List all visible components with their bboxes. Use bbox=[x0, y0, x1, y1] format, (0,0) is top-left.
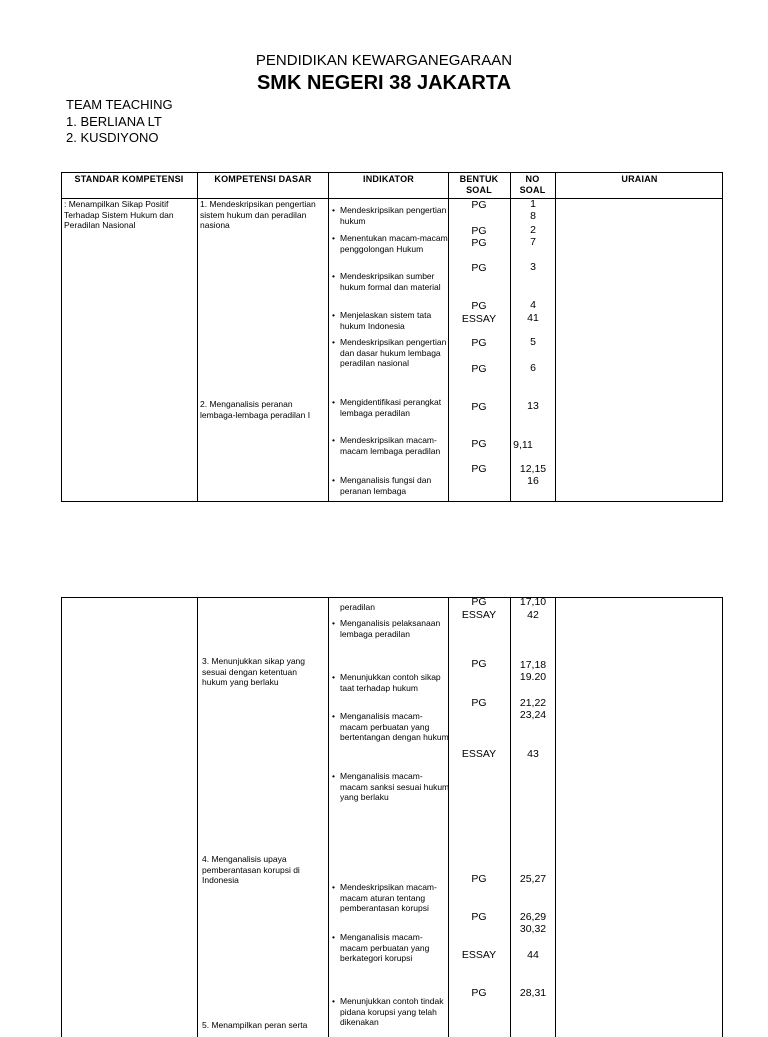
nomor-soal: 44 bbox=[527, 949, 539, 961]
header-standar-kompetensi: STANDAR KOMPETENSI bbox=[74, 174, 184, 184]
kompetensi-dasar-item: 3. Menunjukkan sikap yang sesuai dengan ketentuan hukum yang berlaku bbox=[202, 656, 306, 687]
kompetensi-dasar-item: 4. Menganalisis upaya pemberantasan korupsi di Indonesia bbox=[202, 854, 300, 885]
bentuk-soal: PG bbox=[471, 438, 487, 450]
header-indikator: INDIKATOR bbox=[363, 174, 414, 184]
indikator-item: • Mendeskripsikan sumber hukum formal dan material bbox=[332, 271, 441, 292]
indikator-item: • Menganalisis macam-macam perbuatan yang bertentangan dengan hukum bbox=[332, 711, 449, 742]
indikator-item: • Menganalisis macam-macam perbuatan yang berkategori korupsi bbox=[332, 932, 430, 963]
nomor-soal: 30,32 bbox=[519, 923, 547, 935]
indikator-item: • Mendeskripsikan pengertian hukum bbox=[332, 205, 447, 226]
team-member: 1. BERLIANA LT bbox=[66, 113, 162, 129]
competency-table-2 bbox=[61, 597, 723, 1037]
bentuk-soal: PG bbox=[471, 363, 487, 375]
nomor-soal: 2 bbox=[530, 224, 536, 236]
standar-kompetensi-text: : Menampilkan Sikap Positif Terhadap Sistem Hukum dan Peradilan Nasional bbox=[64, 199, 174, 230]
nomor-soal: 1 bbox=[530, 198, 536, 210]
indikator-item: • Mendeskripsikan macam-macam lembaga peradilan bbox=[332, 435, 441, 456]
nomor-soal: 25,27 bbox=[519, 873, 547, 885]
bentuk-soal: ESSAY bbox=[461, 313, 497, 325]
bentuk-soal: PG bbox=[471, 225, 487, 237]
nomor-soal: 6 bbox=[530, 362, 536, 374]
indikator-item: • Menunjukkan contoh sikap taat terhadap hukum bbox=[332, 672, 441, 693]
indikator-item: • Menunjukkan contoh tindak pidana korupsi yang telah dikenakan bbox=[332, 996, 444, 1027]
header-kompetensi-dasar: KOMPETENSI DASAR bbox=[214, 174, 312, 184]
team-title: TEAM TEACHING bbox=[66, 97, 173, 112]
nomor-soal: 17,10 bbox=[519, 596, 547, 608]
column-divider bbox=[328, 598, 329, 1037]
nomor-soal: 8 bbox=[530, 210, 536, 222]
column-divider bbox=[197, 598, 198, 1037]
subject-title: PENDIDIKAN KEWARGANEGARAAN bbox=[255, 52, 513, 69]
kompetensi-dasar-item: 1. Mendeskripsikan pengertian sistem hukum dan peradilan nasiona bbox=[200, 199, 316, 230]
school-title: SMK NEGERI 38 JAKARTA bbox=[256, 72, 512, 94]
indikator-item: • Menentukan macam-macam penggolongan Hukum bbox=[332, 233, 448, 254]
bentuk-soal: PG bbox=[471, 463, 487, 475]
nomor-soal: 9,11 bbox=[513, 439, 533, 451]
indikator-item: • Mendeskripsikan pengertian dan dasar hukum lembaga peradilan nasional bbox=[332, 337, 447, 368]
indikator-item: • Menganalisis pelaksanaan lembaga peradilan bbox=[332, 618, 441, 639]
nomor-soal: 4 bbox=[530, 299, 536, 311]
team-member: 2. KUSDIYONO bbox=[66, 130, 159, 145]
kompetensi-dasar-item: 5. Menampilkan peran serta bbox=[202, 1020, 308, 1030]
nomor-soal: 19.20 bbox=[519, 671, 547, 683]
bentuk-soal: PG bbox=[471, 262, 487, 274]
bentuk-soal: PG bbox=[471, 199, 487, 211]
nomor-soal: 28,31 bbox=[519, 987, 547, 999]
bentuk-soal: PG bbox=[471, 987, 487, 999]
bentuk-soal: PG bbox=[471, 401, 487, 413]
competency-table-1 bbox=[61, 172, 723, 502]
bentuk-soal: ESSAY bbox=[461, 609, 497, 621]
bentuk-soal: PG bbox=[471, 596, 487, 608]
nomor-soal: 3 bbox=[530, 261, 536, 273]
nomor-soal: 21,22 bbox=[519, 697, 547, 709]
nomor-soal: 17,18 bbox=[519, 659, 547, 671]
nomor-soal: 42 bbox=[527, 609, 539, 621]
bentuk-soal: PG bbox=[471, 300, 487, 312]
indikator-item: • Menjelaskan sistem tata hukum Indonesia bbox=[332, 310, 432, 331]
bentuk-soal: ESSAY bbox=[461, 748, 497, 760]
nomor-soal: 13 bbox=[527, 400, 539, 412]
nomor-soal: 23,24 bbox=[519, 709, 547, 721]
bentuk-soal: PG bbox=[471, 237, 487, 249]
indikator-item: • Menganalisis fungsi dan peranan lembaga bbox=[332, 475, 432, 496]
bentuk-soal: PG bbox=[471, 658, 487, 670]
nomor-soal: 12,15 bbox=[519, 463, 547, 475]
nomor-soal: 43 bbox=[527, 748, 539, 760]
bentuk-soal: PG bbox=[471, 337, 487, 349]
indikator-item: peradilan bbox=[340, 602, 375, 612]
bentuk-soal: PG bbox=[471, 697, 487, 709]
nomor-soal: 41 bbox=[527, 312, 539, 324]
header-bentuk-soal: BENTUK SOAL bbox=[459, 174, 499, 195]
nomor-soal: 5 bbox=[530, 336, 536, 348]
bentuk-soal: PG bbox=[471, 873, 487, 885]
bentuk-soal: ESSAY bbox=[461, 949, 497, 961]
indikator-item: • Mendeskripsikan macam-macam aturan tentang pemberantasan korupsi bbox=[332, 882, 437, 913]
column-divider bbox=[197, 173, 198, 501]
nomor-soal: 26,29 bbox=[519, 911, 547, 923]
nomor-soal: 7 bbox=[530, 236, 536, 248]
nomor-soal: 16 bbox=[527, 475, 539, 487]
indikator-item: • Menganalisis macam-macam sanksi sesuai hukum yang berlaku bbox=[332, 771, 450, 802]
column-divider bbox=[328, 173, 329, 501]
team-teaching-block bbox=[66, 97, 173, 147]
indikator-item: • Mengidentifikasi perangkat lembaga peradilan bbox=[332, 397, 442, 418]
bentuk-soal: PG bbox=[471, 911, 487, 923]
header-uraian: URAIAN bbox=[621, 174, 658, 184]
kompetensi-dasar-item: 2. Menganalisis peranan lembaga-lembaga peradilan I bbox=[200, 399, 311, 420]
header-no-soal: NO SOAL bbox=[519, 174, 546, 195]
